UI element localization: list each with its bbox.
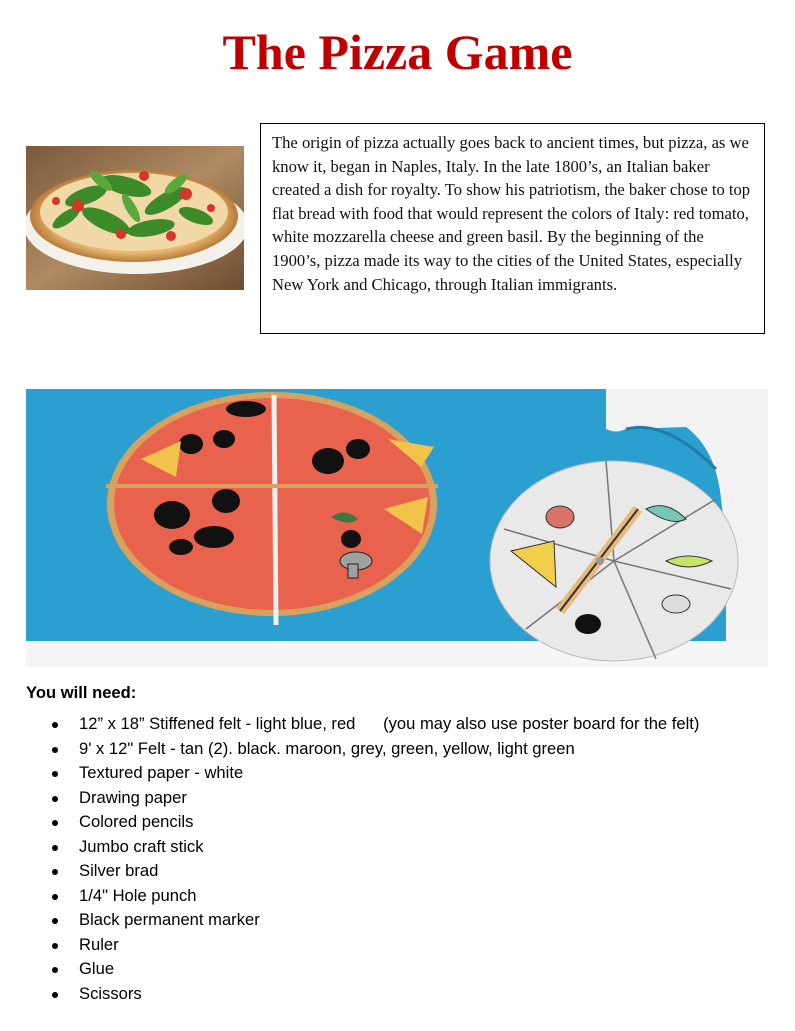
list-item: Glue bbox=[52, 957, 699, 982]
list-item: 1/4" Hole punch bbox=[52, 884, 699, 909]
bullet-icon bbox=[52, 796, 58, 802]
pizza-photo bbox=[26, 146, 244, 290]
bullet-icon bbox=[52, 771, 58, 777]
bullet-icon bbox=[52, 722, 58, 728]
bullet-icon bbox=[52, 845, 58, 851]
bullet-icon bbox=[52, 918, 58, 924]
bullet-icon bbox=[52, 967, 58, 973]
bullet-icon bbox=[52, 820, 58, 826]
pizza-game-photo bbox=[26, 389, 768, 667]
needs-heading: You will need: bbox=[26, 683, 137, 702]
list-item: 12” x 18” Stiffened felt - light blue, red (you may also use poster board for the felt) bbox=[52, 712, 699, 737]
bullet-icon bbox=[52, 943, 58, 949]
list-item: Colored pencils bbox=[52, 810, 699, 835]
list-item: Silver brad bbox=[52, 859, 699, 884]
bullet-icon bbox=[52, 894, 58, 900]
supplies-list bbox=[52, 712, 699, 1006]
bullet-icon bbox=[52, 992, 58, 998]
list-item: Drawing paper bbox=[52, 786, 699, 811]
list-item: Textured paper - white bbox=[52, 761, 699, 786]
list-item: Ruler bbox=[52, 933, 699, 958]
intro-text-box: The origin of pizza actually goes back to ancient times, but pizza, as we know it, began in Naples, Italy. In the late 1800’s, an Italian baker created a dish for royalty. To show his patriotism, the baker chose to top flat bread with food that would represent the colors of Italy: red tomato, white mozzarella cheese and green basil. By the beginning of the 1900’s, pizza made its way to the cities of the United States, especially New York and Chicago, through Italian immigrants. bbox=[260, 123, 765, 334]
list-item: 9' x 12" Felt - tan (2). black. maroon, grey, green, yellow, light green bbox=[52, 737, 699, 762]
page-title: The Pizza Game bbox=[222, 24, 573, 80]
list-item: Black permanent marker bbox=[52, 908, 699, 933]
bullet-icon bbox=[52, 869, 58, 875]
list-item: Scissors bbox=[52, 982, 699, 1007]
list-item: Jumbo craft stick bbox=[52, 835, 699, 860]
bullet-icon bbox=[52, 747, 58, 753]
